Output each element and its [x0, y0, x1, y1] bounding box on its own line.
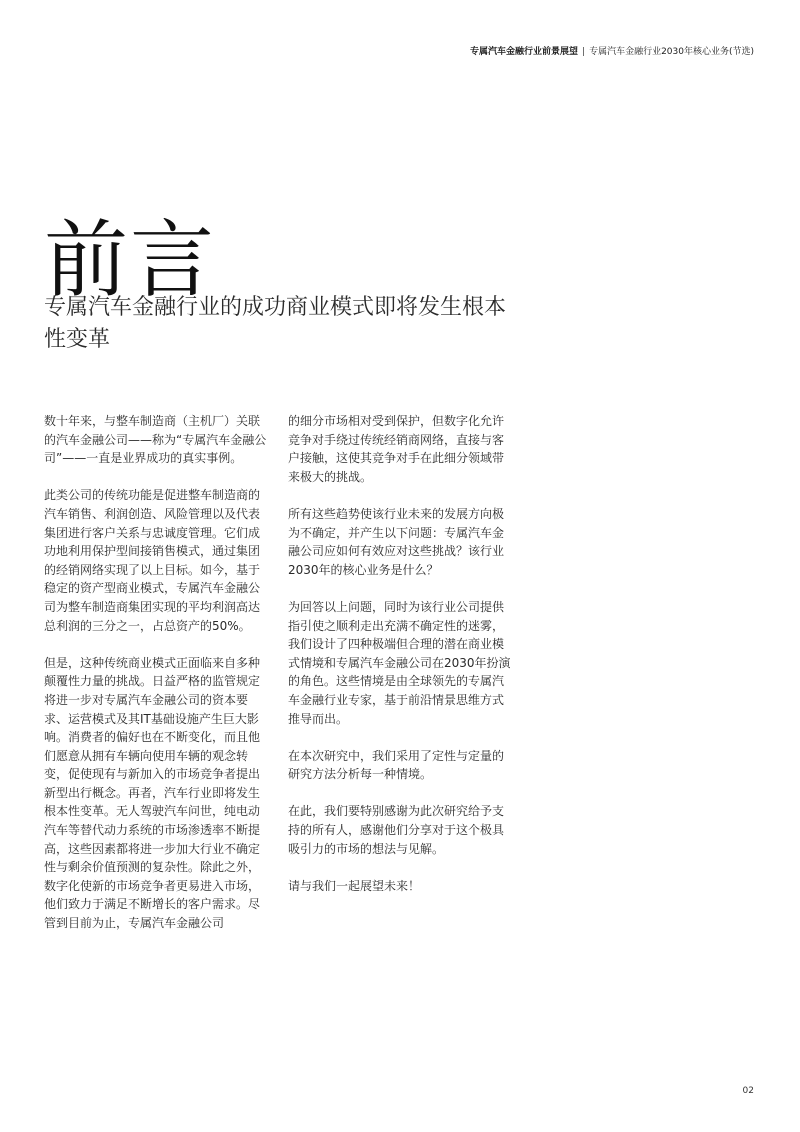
paragraph: 为回答以上问题，同时为该行业公司提供指引使之顺利走出充满不确定性的迷雾，我们设计了四种极端但合理的潜在商业模式情境和专属汽车金融公司在2030年扮演的角色。这些情境是由全球领先的专属汽车金融行业专家，基于前沿情景思维方式推导而出。: [288, 599, 511, 726]
paragraph: 在本次研究中，我们采用了定性与定量的研究方法分析每一种情境。: [288, 748, 505, 782]
paragraph: 的细分市场相对受到保护，但数字化允许竞争对手绕过传统经销商网络，直接与客户接触，这使其竞争对手在此细分领域带来极大的挑战。: [288, 414, 505, 484]
page-subtitle: 专属汽车金融行业的成功商业模式即将发生根本性变革: [44, 295, 507, 352]
running-header: [470, 44, 754, 57]
paragraph: 此类公司的传统功能是促进整车制造商的汽车销售、利润创造、风险管理以及代表集团进行客户关系与忠诚度管理。它们成功地利用保护型间接销售模式，通过集团的经销网络实现了以上目标。如今，基于稳定的资产型商业模式，专属汽车金融公司为整车制造商集团实现的平均利润高达总利润的三分之一，占总资产的50%。: [44, 488, 261, 633]
header-report-title: 专属汽车金融行业前景展望: [470, 47, 579, 57]
paragraph: 所有这些趋势使该行业未来的发展方向极为不确定，并产生以下问题：专属汽车金融公司应如何有效应对这些挑战？该行业2030年的核心业务是什么？: [288, 506, 505, 577]
left-text-column: [44, 412, 270, 951]
paragraph: 在此，我们要特别感谢为此次研究给予支持的所有人，感谢他们分享对于这个极具吸引力的市场的想法与见解。: [288, 804, 505, 856]
paragraph: 数十年来，与整车制造商（主机厂）关联的汽车金融公司——称为“专属汽车金融公司”——一直是业界成功的真实事例。: [44, 414, 267, 466]
paragraph: 但是，这种传统商业模式正面临来自多种颠覆性力量的挑战。日益严格的监管规定将进一步对专属汽车金融公司的资本要求、运营模式及其IT基础设施产生巨大影响。消费者的偏好也在不断变化，而且他们愿意从拥有车辆向使用车辆的观念转变，促使现有与新加入的市场竞争者提出新型出行概念。再者，汽车行业即将发生根本性变革。无人驾驶汽车问世，纯电动汽车等替代动力系统的市场渗透率不断提高，这些因素都将进一步加大行业不确定性与剩余价值预测的复杂性。除此之外，数字化使新的市场竞争者更易进入市场，他们致力于满足不断增长的客户需求。尽管到目前为止，专属汽车金融公司: [44, 655, 261, 931]
paragraph: 请与我们一起展望未来！: [288, 878, 421, 893]
page-number: 02: [742, 1086, 754, 1096]
right-text-column: [288, 412, 514, 914]
header-separator: |: [582, 47, 586, 57]
page-title: 前言: [44, 211, 217, 310]
header-section-title: 专属汽车金融行业2030年核心业务(节选): [589, 47, 754, 57]
